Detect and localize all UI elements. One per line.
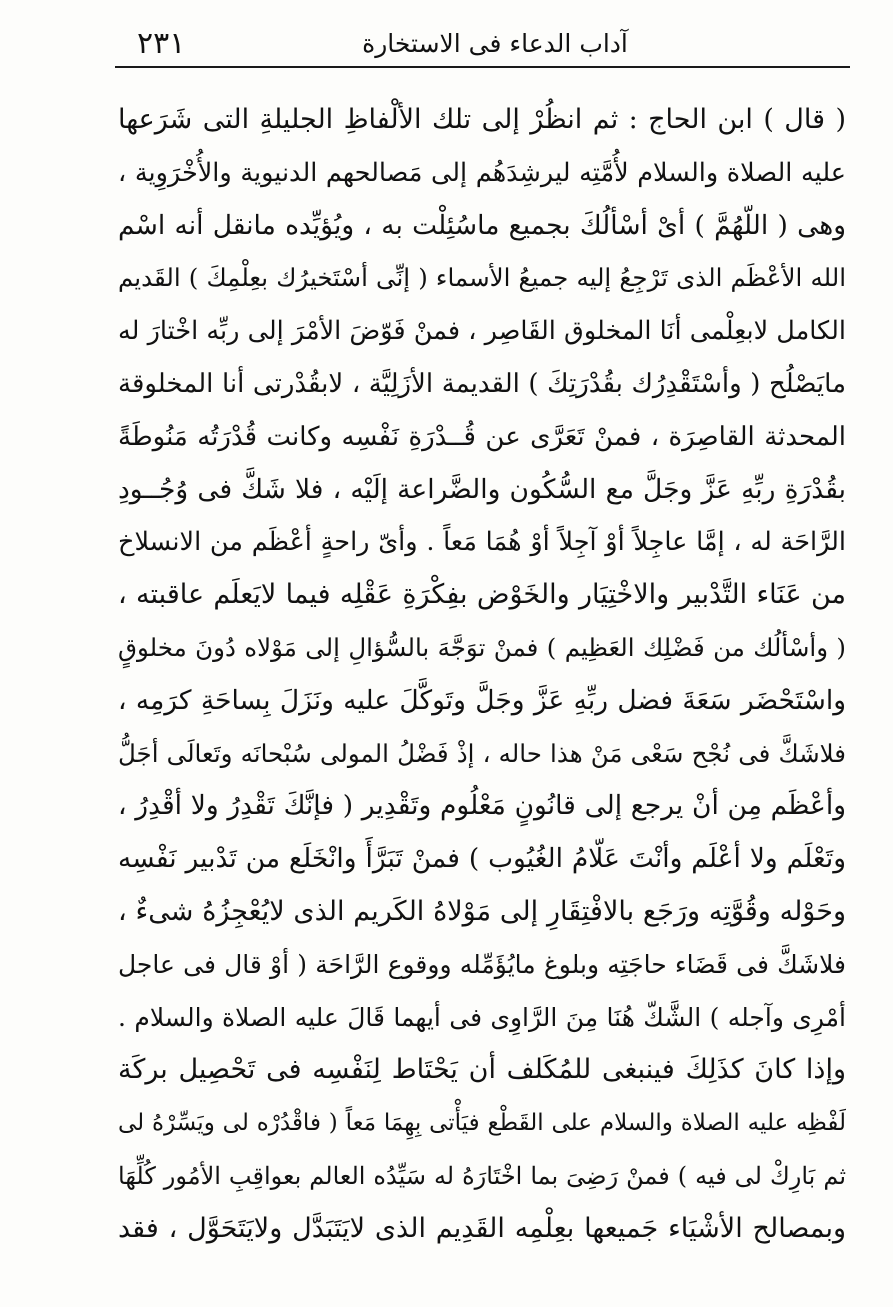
text-line: من عَنَاء التَّدْبير والاخْتِيَار والخَوْض بفِكْرَةِ عَقْلِه فيما لايَعلَم عاقبته ، <box>118 579 846 611</box>
text-line: أمْرِى وآجله ) الشَّكّ هُنَا مِنَ الرَّاوِى فى أيهما قَالَ عليه الصلاة والسلام . <box>118 1002 846 1032</box>
text-line: بقُدْرَةِ ربِّهِ عَزَّ وجَلَّ مع السُّكُون والضَّراعة إلَيْه ، فلا شَكَّ فى وُجُــودِ <box>118 473 846 505</box>
text-line: وأعْظَم مِن أنْ يرجع إلى قانُونٍ مَعْلُوم وتَقْدِير ( فإنَّكَ تَقْدِرُ ولا أقْدِرُ ، <box>118 790 846 822</box>
header-divider <box>115 66 850 68</box>
text-line: عليه الصلاة والسلام لأُمَّتِه ليرشِدَهُم إلى مَصالحهم الدنيوية والأُخْرَوِية ، <box>118 157 846 188</box>
text-line: ( وأسْألُك من فَضْلِك العَظِيم ) فمنْ توَجَّهَ بالسُّؤالِ إلى مَوْلاه دُونَ مخلوقٍ <box>118 632 846 662</box>
text-line: لَفْظِه عليه الصلاة والسلام على القَطْع فيَأْتى بِهِمَا مَعاً ( فاقْدُرْه لى ويَسِّرْهُ لى <box>118 1110 846 1137</box>
page-header <box>115 20 850 66</box>
text-line: وبمصالح الأشْيَاء جَميعها بعِلْمِه القَدِيم الذى لايَتَبَدَّل ولايَتَحَوَّل ، فقد <box>118 1212 846 1244</box>
text-line: وحَوْله وقُوَّتِه ورَجَع بالافْتِقَارِ إلى مَوْلاهُ الكَريم الذى لايُعْجِزُهُ شىءٌ ، <box>118 895 846 927</box>
text-line: الله الأعْظَم الذى تَرْجِعُ إليه جميعُ الأسماء ( إنِّى أسْتَخيرُك بعِلْمِكَ ) القَديم <box>118 263 846 293</box>
text-line: واسْتَحْضَر سَعَةَ فضل ربِّهِ عَزَّ وجَلَّ وتَوكَّلَ عليه ونَزَلَ بِساحَةِ كرَمِه ، <box>118 684 846 716</box>
text-line: الرَّاحَة له ، إمَّا عاجِلاً أوْ آجِلاً أوْ هُمَا مَعاً . وأىّ راحةٍ أعْظَم من الانسلاخ <box>118 527 846 558</box>
page-number: ٢٣١ <box>137 26 186 61</box>
text-line: فلاشَكَّ فى نُجْح سَعْى مَنْ هذا حاله ، إذْ فَضْلُ المولى سُبْحانَه وتَعالَى أجَلُّ <box>118 738 846 768</box>
text-line: الكامل لابعِلْمى أنَا المخلوق القَاصِر ، فمنْ فَوّضَ الأمْرَ إلى ربِّه اخْتارَ له <box>118 316 846 347</box>
text-line: ثم بَارِكْ لى فيه ) فمنْ رَضِىَ بما اخْتَارَهُ له سَيِّدُه العالم بعواقِبِ الأمُور كُلِّهَا <box>118 1161 846 1190</box>
text-line: المحدثة القاصِرَة ، فمنْ تَعَرَّى عن قُــدْرَةِ نَفْسِه وكانت قُدْرَتُه مَنُوطَةً <box>118 421 846 452</box>
text-line: مايَصْلُح ( وأسْتَقْدِرُك بقُدْرَتِكَ ) القديمة الأزَلِيَّة ، لابقُدْرتى أنا المخلوقة <box>118 368 846 399</box>
text-line: ( قال ) ابن الحاج : ثم انظُرْ إلى تلك الألْفاظِ الجليلةِ التى شَرَعها <box>118 104 846 135</box>
text-line: فلاشَكَّ فى قَضَاء حاجَتِه وبلوغ مايُؤَمِّله ووقوع الرَّاحَة ( أوْ قال فى عاجل <box>118 949 846 979</box>
text-line: وإذا كانَ كذَلِكَ فينبغى للمُكَلف أن يَحْتَاط لِنَفْسِه فى تَحْصِيل بركَة <box>118 1054 846 1086</box>
text-line: وهى ( اللّهُمَّ ) أىْ أسْألُكَ بجميع ماسُئِلْت به ، ويُؤيِّده مانقل أنه اسْم <box>118 209 846 241</box>
text-line: وتَعْلَم ولا أعْلَم وأنْتَ عَلّامُ الغُيُوب ) فمنْ تَبَرَّأَ وانْخَلَع من تَدْبير نَفْسِه <box>118 843 846 875</box>
body-text <box>118 94 846 1256</box>
running-title: آداب الدعاء فى الاستخارة <box>362 29 628 58</box>
